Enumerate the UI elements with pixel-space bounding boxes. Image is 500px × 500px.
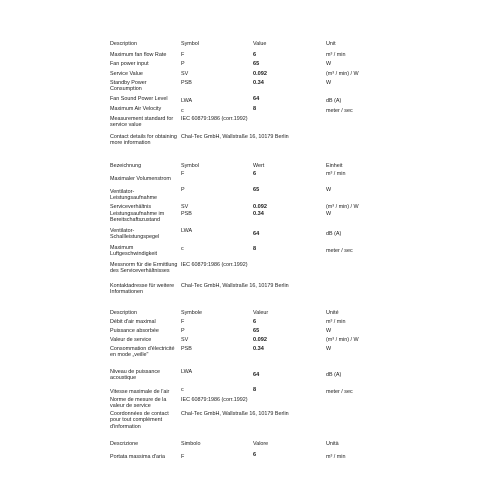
row-value: 64 xyxy=(253,372,260,378)
row-symbol: SV xyxy=(181,71,189,77)
row-value: 65 xyxy=(253,61,260,67)
row-description: Measurement standard for service value xyxy=(110,116,174,129)
row-description: Niveau de puissance acoustique xyxy=(110,369,161,382)
header-unit: Einheit xyxy=(326,163,343,169)
header-value: Valore xyxy=(253,441,269,447)
row-value: 65 xyxy=(253,187,260,193)
row-value: 8 xyxy=(253,106,257,112)
header-unit: Unità xyxy=(326,441,339,447)
row-symbol: P xyxy=(181,328,185,334)
row-symbol: PSB xyxy=(181,346,192,352)
row-value: 6 xyxy=(253,319,257,325)
row-description: Ventilator-Leistungsaufnahme xyxy=(110,189,158,202)
row-symbol: P xyxy=(181,61,185,67)
row-symbol: F xyxy=(181,454,185,460)
row-description: Leistungsaufnahme im Bereitschaftszustand xyxy=(110,211,165,224)
row-value: 8 xyxy=(253,387,257,393)
row-symbol: LWA xyxy=(181,228,193,234)
row-symbol: P xyxy=(181,187,185,193)
row-description: Service Value xyxy=(110,71,143,77)
row-description: Standby Power Consumption xyxy=(110,80,147,93)
row-description: Contact details for obtaining more information xyxy=(110,134,177,147)
row-value: 0.092 xyxy=(253,71,267,77)
header-description: Bezeichnung xyxy=(110,163,142,169)
header-symbol: Symbol xyxy=(181,41,199,47)
row-value: 0.34 xyxy=(253,80,264,86)
header-value: Value xyxy=(253,41,267,47)
row-description: Maximum Luftgeschwindigkeit xyxy=(110,245,158,258)
row-unit: (m³ / min) / W xyxy=(326,71,359,77)
header-description: Description xyxy=(110,41,137,47)
row-unit: meter / sec xyxy=(326,108,353,114)
row-unit: m³ / min xyxy=(326,454,346,460)
header-value: Wert xyxy=(253,163,265,169)
row-unit: W xyxy=(326,61,332,67)
row-standard: IEC 60879:1986 (corr.1992) xyxy=(181,262,248,268)
row-value: 0.092 xyxy=(253,337,267,343)
row-description: Maximum Air Velocity xyxy=(110,106,162,112)
row-description: Kontaktadresse für weitere Informationen xyxy=(110,283,175,296)
row-unit: dB (A) xyxy=(326,372,342,378)
header-value: Valeur xyxy=(253,310,269,316)
row-symbol: LWA xyxy=(181,98,193,104)
row-symbol: SV xyxy=(181,204,189,210)
row-description: Puissance absorbée xyxy=(110,328,159,334)
row-unit: W xyxy=(326,80,332,86)
row-symbol: SV xyxy=(181,337,189,343)
row-symbol: PSB xyxy=(181,80,192,86)
header-symbol: Symbole xyxy=(181,310,202,316)
row-value: 65 xyxy=(253,328,260,334)
row-description: Consommation d'électricité en mode „veille" xyxy=(110,346,175,359)
row-unit: W xyxy=(326,346,332,352)
row-unit: m³ / min xyxy=(326,52,346,58)
header-description: Descrizione xyxy=(110,441,139,447)
row-unit: W xyxy=(326,211,332,217)
header-symbol: Symbol xyxy=(181,163,199,169)
row-description: Vitesse maximale de l'air xyxy=(110,389,170,395)
header-description: Description xyxy=(110,310,137,316)
row-standard: IEC 60879:1986 (corr.1992) xyxy=(181,116,248,122)
row-symbol: F xyxy=(181,171,185,177)
row-description: Ventilator-Schallleistungspegel xyxy=(110,228,160,241)
header-unit: Unité xyxy=(326,310,339,316)
row-description: Fan Sound Power Level xyxy=(110,96,168,102)
header-unit: Unit xyxy=(326,41,336,47)
row-value: 8 xyxy=(253,246,257,252)
row-value: 64 xyxy=(253,231,260,237)
row-value: 0.34 xyxy=(253,211,264,217)
row-value: 6 xyxy=(253,452,257,458)
row-value: 0.34 xyxy=(253,346,264,352)
row-unit: (m³ / min) / W xyxy=(326,337,359,343)
row-unit: (m³ / min) / W xyxy=(326,204,359,210)
row-contact: Chal-Tec GmbH, Wallstraße 16, 10179 Berlin xyxy=(181,411,289,417)
row-description: Maximum fan flow Rate xyxy=(110,52,167,58)
row-symbol: c xyxy=(181,108,184,114)
header-symbol: Simbolo xyxy=(181,441,201,447)
row-unit: m³ / min xyxy=(326,171,346,177)
row-unit: dB (A) xyxy=(326,98,342,104)
row-contact: Chal-Tec GmbH, Wallstraße 16, 10179 Berlin xyxy=(181,283,289,289)
row-unit: W xyxy=(326,187,332,193)
row-value: 6 xyxy=(253,52,257,58)
row-description: Portata massima d'aria xyxy=(110,454,165,460)
row-description: Fan power input xyxy=(110,61,149,67)
row-value: 0.092 xyxy=(253,204,267,210)
row-contact: Chal-Tec GmbH, Wallstraße 16, 10179 Berlin xyxy=(181,134,289,140)
row-description: Valeur de service xyxy=(110,337,152,343)
row-unit: meter / sec xyxy=(326,248,353,254)
row-symbol: PSB xyxy=(181,211,192,217)
row-symbol: F xyxy=(181,52,185,58)
row-unit: W xyxy=(326,328,332,334)
row-description: Norme de mesure de la valeur de service xyxy=(110,397,167,410)
row-symbol: LWA xyxy=(181,369,193,375)
row-symbol: F xyxy=(181,319,185,325)
row-description: Serviceverhältnis xyxy=(110,204,152,210)
row-symbol: c xyxy=(181,387,184,393)
row-description: Coordonnées de contact pour tout complément d'information xyxy=(110,411,169,430)
row-description: Maximaler Volumenstrom xyxy=(110,176,171,182)
row-value: 6 xyxy=(253,171,257,177)
row-standard: IEC 60879:1986 (corr.1992) xyxy=(181,397,248,403)
row-unit: meter / sec xyxy=(326,389,353,395)
row-symbol: c xyxy=(181,246,184,252)
row-description: Débit d'air maximal xyxy=(110,319,156,325)
row-description: Messnorm für die Ermittlung des Serviceverhältnisses xyxy=(110,262,178,275)
row-unit: m³ / min xyxy=(326,319,346,325)
row-unit: dB (A) xyxy=(326,231,342,237)
row-value: 64 xyxy=(253,96,260,102)
